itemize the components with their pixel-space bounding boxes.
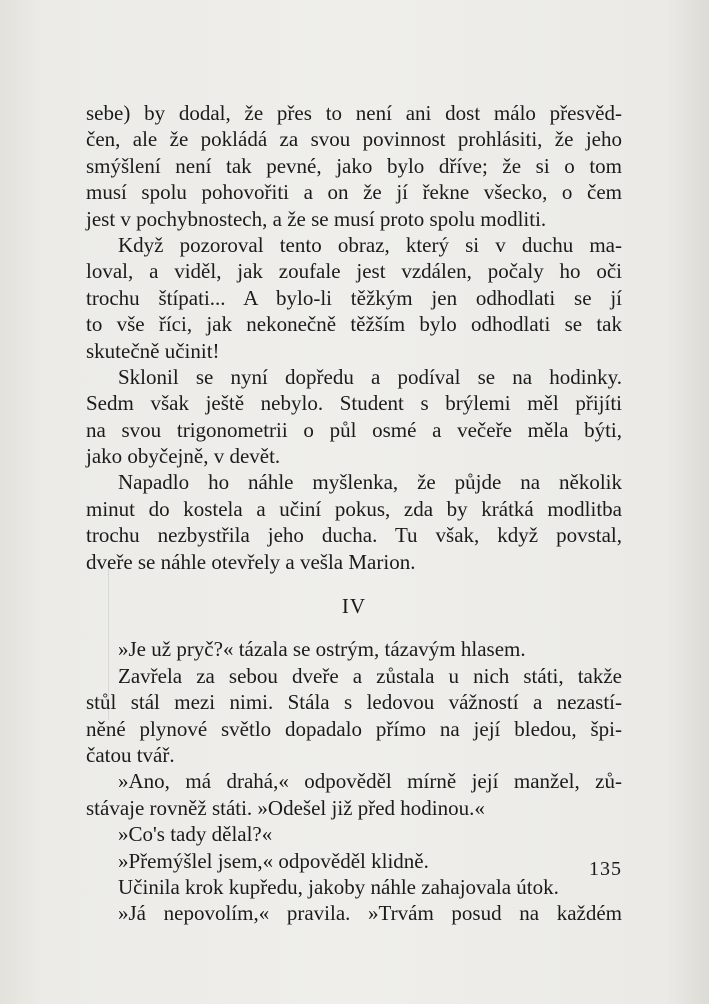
- text-line: Zavřela za sebou dveře a zůstala u nich státi, takže: [118, 663, 622, 688]
- text-line: něné plynové světlo dopadalo přímo na její bledou, špi-: [86, 716, 622, 741]
- text-line: to vše říci, jak nekonečně těžším bylo odhodlati se tak: [86, 312, 622, 337]
- text-line: smýšlení není tak pevné, jako bylo dříve; že si o tom: [86, 153, 622, 178]
- text-line: trochu nezbystřila jeho ducha. Tu však, když povstal,: [86, 523, 622, 548]
- text-line: »Přemýšlel jsem,« odpověděl klidně.: [118, 848, 429, 873]
- text-line: na svou trigonometrii o půl osmé a večeře měla býti,: [86, 417, 622, 442]
- text-line: jako obyčejně, v devět.: [86, 444, 281, 469]
- text-line: Učinila krok kupředu, jakoby náhle zahajovala útok.: [118, 874, 559, 899]
- body-text: [86, 100, 622, 927]
- text-line: stávaje rovněž státi. »Odešel již před hodinou.«: [86, 795, 485, 820]
- text-line: Sedm však ještě nebylo. Student s brýlemi měl přijíti: [86, 391, 622, 416]
- text-line: sebe) by dodal, že přes to není ani dost málo přesvěd-: [86, 101, 622, 125]
- text-line: Napadlo ho náhle myšlenka, že půjde na několik: [118, 470, 622, 495]
- text-line: »Já nepovolím,« pravila. »Trvám posud na každém: [118, 901, 622, 926]
- text-line: čatou tvář.: [86, 742, 175, 767]
- text-line: loval, a viděl, jak zoufale jest vzdálen, počaly ho oči: [86, 259, 622, 284]
- text-line: čen, ale že pokládá za svou povinnost prohlásiti, že jeho: [86, 127, 622, 152]
- text-line: trochu štípati... A bylo-li těžkým jen odhodlati se jí: [86, 285, 622, 310]
- text-line: »Je už pryč?« tázala se ostrým, tázavým hlasem.: [118, 637, 526, 662]
- page-number: 135: [589, 858, 622, 880]
- text-line: »Co's tady dělal?«: [118, 822, 273, 847]
- text-line: stůl stál mezi nimi. Stála s ledovou vážností a nezastí-: [86, 690, 622, 715]
- text-line: minut do kostela a učiní pokus, zda by krátká modlitba: [86, 496, 622, 521]
- text-line: musí spolu pohovořiti a on že jí řekne všecko, o čem: [86, 180, 622, 205]
- text-line: Když pozoroval tento obraz, který si v duchu ma-: [118, 232, 622, 257]
- text-line: dveře se náhle otevřely a vešla Marion.: [86, 549, 416, 574]
- text-line: skutečně učinit!: [86, 338, 220, 363]
- chapter-heading: IV: [341, 594, 367, 619]
- text-line: »Ano, má drahá,« odpověděl mírně její manžel, zů-: [118, 769, 622, 794]
- text-line: Sklonil se nyní dopředu a podíval se na hodinky.: [118, 364, 622, 389]
- text-line: jest v pochybnostech, a že se musí proto spolu modliti.: [86, 206, 547, 231]
